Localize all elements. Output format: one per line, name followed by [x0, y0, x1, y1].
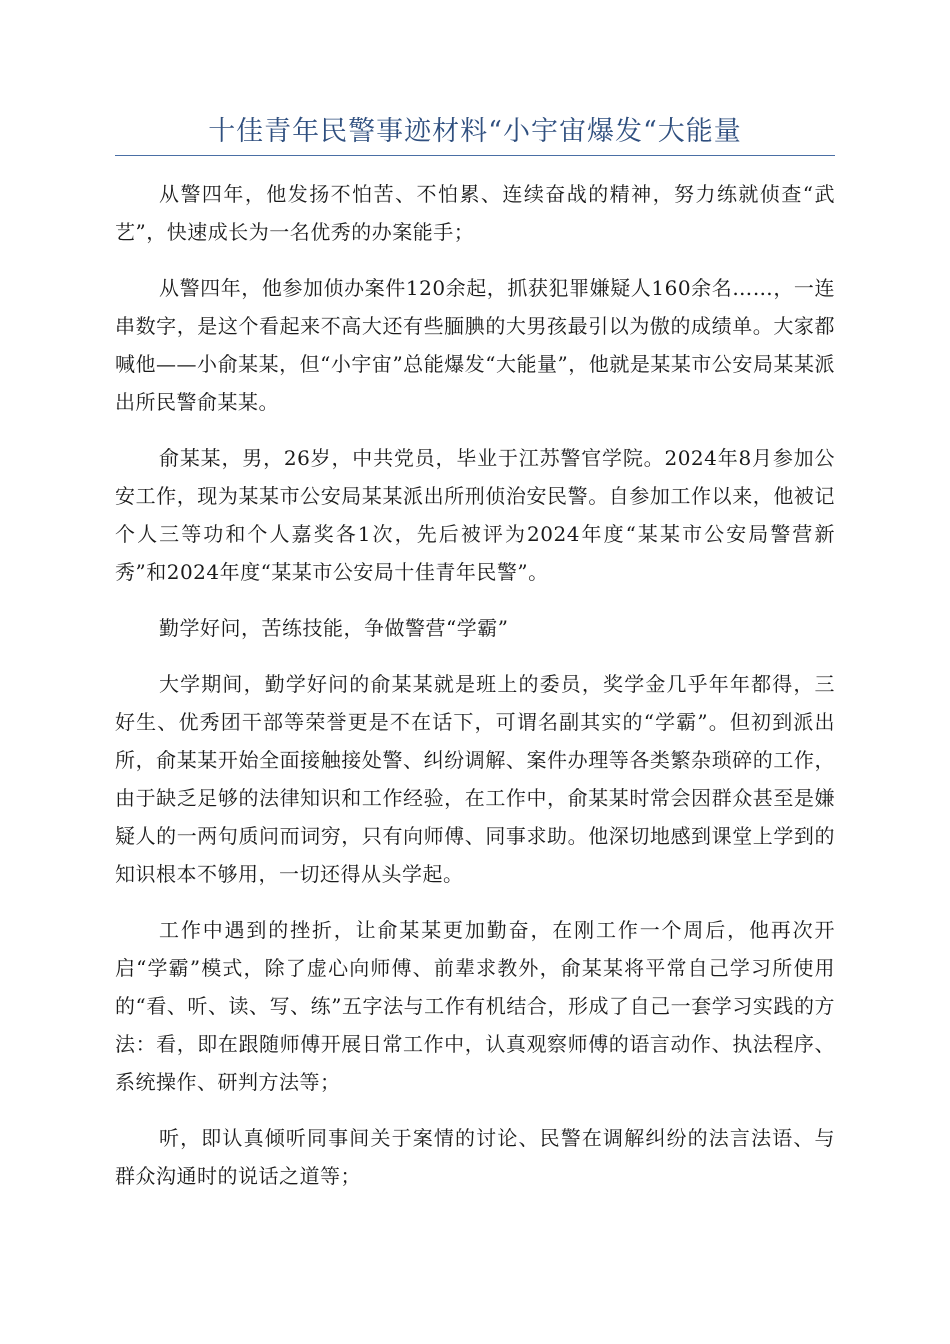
paragraph-5: 大学期间，勤学好问的俞某某就是班上的委员，奖学金几乎年年都得，三好生、优秀团干部等荣誉更是不在话下，可谓名副其实的“学霸”。但初到派出所，俞某某开始全面接触接处警、纠纷调解、案件办理等各类繁杂琐碎的工作，由于缺乏足够的法律知识和工作经验，在工作中，俞某某时常会因群众甚至是嫌疑人的一两句质问而词穷，只有向师傅、同事求助。他深切地感到课堂上学到的知识根本不够用，一切还得从头学起。 — [115, 672, 835, 886]
paragraph-1: 从警四年，他发扬不怕苦、不怕累、连续奋战的精神，努力练就侦查“武艺”，快速成长为一名优秀的办案能手； — [115, 182, 835, 244]
document-title: 十佳青年民警事迹材料“小宇宙爆发“大能量 — [208, 116, 742, 147]
section-heading: 勤学好问，苦练技能，争做警营“学霸” — [159, 616, 509, 640]
document-body — [115, 175, 835, 1213]
title-underline — [115, 155, 835, 156]
paragraph-3: 俞某某，男，26岁，中共党员，毕业于江苏警官学院。2024年8月参加公安工作，现为某某市公安局某某派出所刑侦治安民警。自参加工作以来，他被记个人三等功和个人嘉奖各1次，先后被评为2024年度“某某市公安局警营新秀”和2024年度“某某市公安局十佳青年民警”。 — [115, 446, 835, 584]
paragraph-6: 工作中遇到的挫折，让俞某某更加勤奋，在刚工作一个周后，他再次开启“学霸”模式，除了虚心向师傅、前辈求教外，俞某某将平常自己学习所使用的“看、听、读、写、练”五字法与工作有机结合，形成了自己一套学习实践的方法：看，即在跟随师傅开展日常工作中，认真观察师傅的语言动作、执法程序、系统操作、研判方法等； — [115, 918, 835, 1094]
paragraph-7: 听，即认真倾听同事间关于案情的讨论、民警在调解纠纷的法言法语、与群众沟通时的说话之道等； — [115, 1126, 835, 1188]
paragraph-2: 从警四年，他参加侦办案件120余起，抓获犯罪嫌疑人160余名……，一连串数字，是这个看起来不高大还有些腼腆的大男孩最引以为傲的成绩单。大家都喊他——小俞某某，但“小宇宙”总能爆发“大能量”，他就是某某市公安局某某派出所民警俞某某。 — [115, 276, 835, 414]
